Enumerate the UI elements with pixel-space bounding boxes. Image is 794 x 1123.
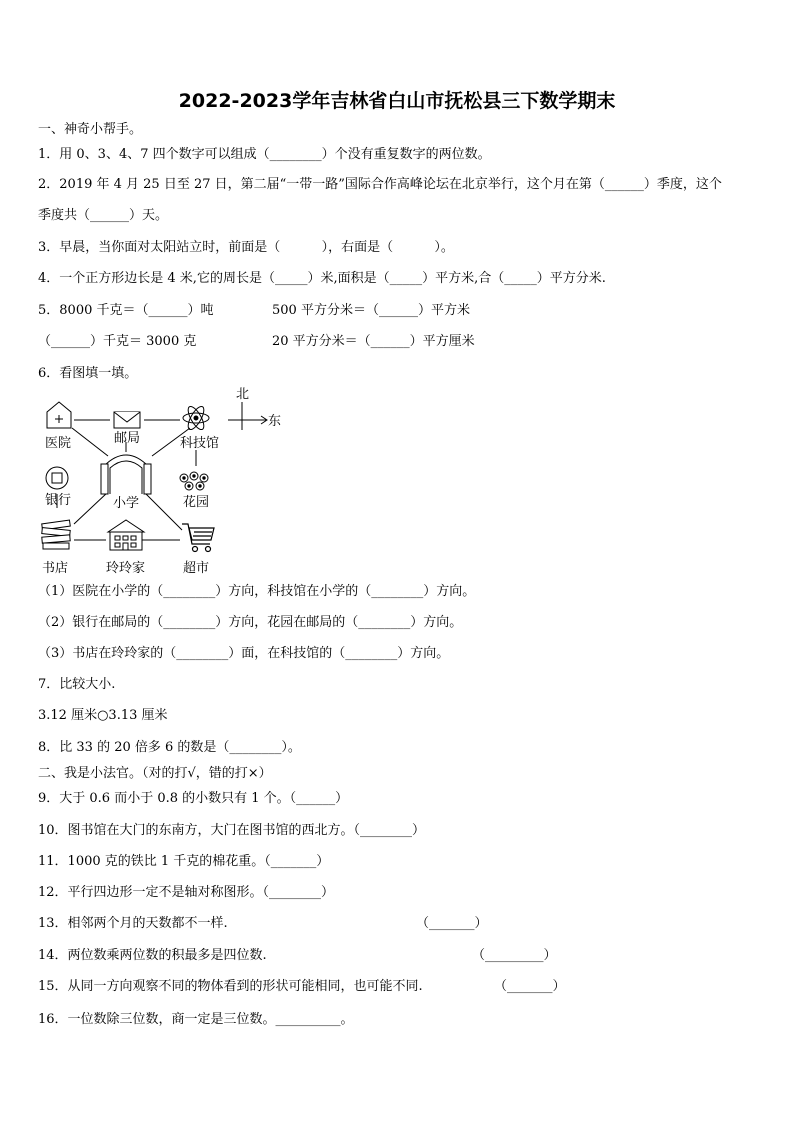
- school-bookstore-line: [74, 492, 108, 524]
- question-13-answer: （_______）: [416, 916, 488, 931]
- question-6: 6．看图填一填。: [38, 366, 138, 381]
- question-3: 3．早晨，当你面对太阳站立时，前面是（ ），右面是（ ）。: [38, 240, 454, 255]
- question-5-b1: （______）千克＝ 3000 克: [38, 334, 197, 349]
- map-label-market: 超市: [183, 561, 210, 576]
- question-8: 8．比 33 的 20 倍多 6 的数是（________）。: [38, 740, 301, 755]
- question-15-answer: （_______）: [494, 979, 566, 994]
- flower-icon: [180, 472, 208, 490]
- coin-icon: [46, 467, 68, 489]
- map-label-post: 邮局: [114, 431, 141, 446]
- shopping-cart-icon: [182, 524, 214, 552]
- question-6-part-2: （2）银行在邮局的（________）方向，花园在邮局的（________）方向。: [38, 615, 463, 630]
- section-heading-2: 二、我是小法官。（对的打√，错的打×）: [38, 766, 272, 781]
- question-13: 13．相邻两个月的天数都不一样.: [38, 916, 228, 931]
- question-10: 10．图书馆在大门的东南方，大门在图书馆的西北方。（________）: [38, 823, 426, 838]
- hospital-icon: [47, 402, 71, 428]
- question-6-part-3: （3）书店在玲玲家的（________）面，在科技馆的（________）方向。: [38, 646, 450, 661]
- question-2-line-2: 季度共（______）天。: [38, 208, 169, 223]
- envelope-icon: [114, 412, 140, 428]
- question-2-line-1: 2．2019 年 4 月 25 日至 27 日，第二届“一带一路”国际合作高峰论坛在北京举行，这个月在第（______）季度，这个: [38, 177, 722, 192]
- page-title: 2022-2023学年吉林省白山市抚松县三下数学期末: [178, 90, 616, 112]
- question-5-a2: 500 平方分米＝（______）平方米: [272, 303, 470, 318]
- map-diagram: [30, 384, 300, 580]
- section-heading-1: 一、神奇小帮手。: [38, 122, 143, 137]
- question-5-b2: 20 平方分米＝（______）平方厘米: [272, 334, 475, 349]
- map-label-home: 玲玲家: [106, 561, 146, 576]
- map-label-bank: 银行: [45, 493, 72, 508]
- question-14-answer: （_________）: [472, 948, 557, 963]
- hospital-school-line: [72, 428, 108, 456]
- map-label-hospital: 医院: [45, 436, 72, 451]
- book-stack-icon: [42, 520, 71, 549]
- question-7-compare: 3.12 厘米○3.13 厘米: [38, 708, 168, 723]
- map-label-bookstore: 书店: [42, 561, 69, 576]
- question-15: 15．从同一方向观察不同的物体看到的形状可能相同，也可能不同.: [38, 979, 423, 994]
- map-label-garden: 花园: [183, 495, 210, 510]
- map-label-north: 北: [236, 387, 250, 402]
- question-5-a1: 5．8000 千克＝（______）吨: [38, 303, 214, 318]
- school-gate-icon: [101, 455, 151, 494]
- atom-icon: [183, 404, 209, 432]
- map-label-school: 小学: [113, 496, 140, 511]
- question-7: 7．比较大小.: [38, 677, 116, 692]
- question-12: 12．平行四边形一定不是轴对称图形。（________）: [38, 885, 335, 900]
- question-1: 1．用 0、3、4、7 四个数字可以组成（________）个没有重复数字的两位数。: [38, 147, 491, 162]
- house-icon: [108, 520, 144, 550]
- question-9: 9．大于 0.6 而小于 0.8 的小数只有 1 个。（______）: [38, 791, 349, 806]
- map-label-east: 东: [268, 414, 282, 429]
- question-16: 16．一位数除三位数，商一定是三位数。__________。: [38, 1012, 354, 1027]
- question-4: 4．一个正方形边长是 4 米,它的周长是（_____）米,面积是（_____）平方米,合（_____）平方分米.: [38, 271, 606, 286]
- question-11: 11．1000 克的铁比 1 千克的棉花重。（_______）: [38, 854, 330, 869]
- question-6-part-1: （1）医院在小学的（________）方向，科技馆在小学的（________）方向。: [38, 584, 476, 599]
- school-market-line: [144, 492, 182, 530]
- map-label-science: 科技馆: [180, 436, 220, 451]
- question-14: 14．两位数乘两位数的积最多是四位数.: [38, 948, 267, 963]
